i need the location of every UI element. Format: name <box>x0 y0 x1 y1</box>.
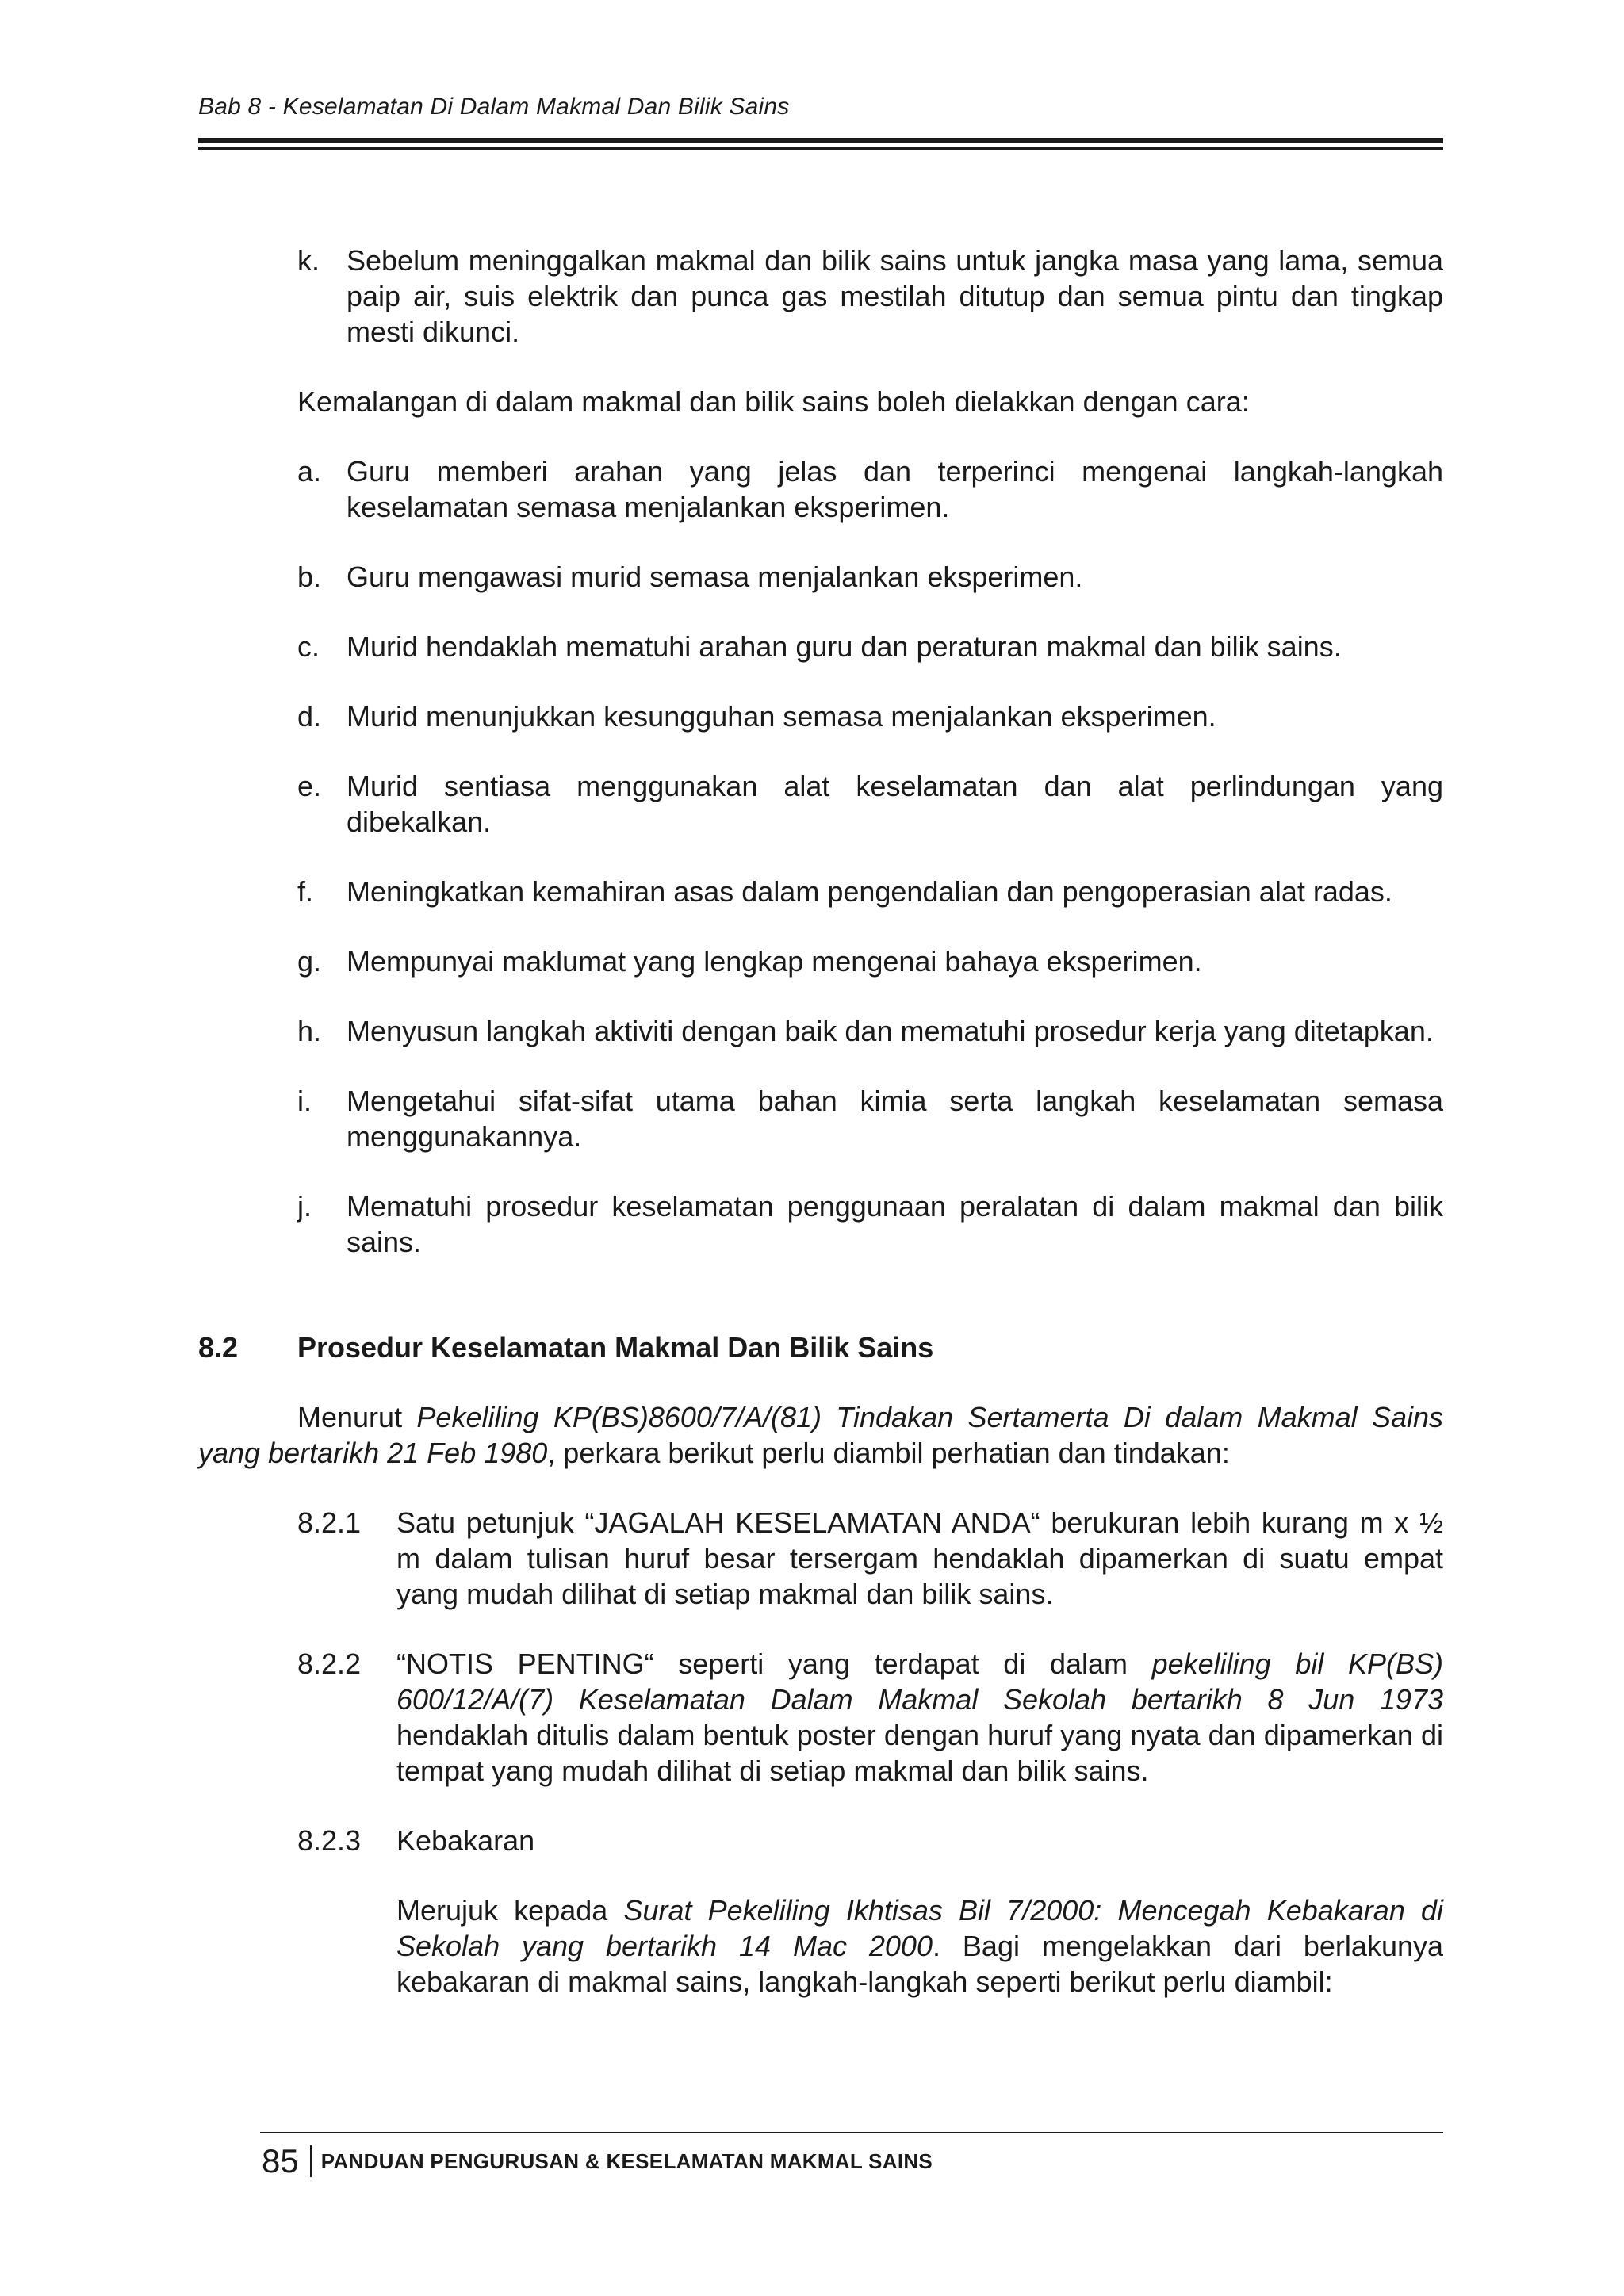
fire-paragraph <box>396 1892 1443 1999</box>
paragraph-text: Menurut <box>297 1401 417 1433</box>
paragraph-text: “NOTIS PENTING“ seperti yang terdapat di dalam <box>396 1647 1152 1680</box>
running-header: Bab 8 - Keselamatan Di Dalam Makmal Dan Bilik Sains <box>198 94 790 120</box>
list-item <box>297 874 1443 909</box>
subsection-number: 8.2.1 <box>297 1506 362 1539</box>
list-item <box>297 629 1443 664</box>
list-item <box>297 1188 1443 1260</box>
subsection-number: 8.2.2 <box>297 1647 362 1680</box>
list-item-text: Murid menunjukkan kesungguhan semasa menjalankan eksperimen. <box>347 700 1216 733</box>
list-marker: k. <box>297 244 320 277</box>
list-item <box>297 768 1443 840</box>
list-item-text: Meningkatkan kemahiran asas dalam pengendalian dan pengoperasian alat radas. <box>347 875 1392 908</box>
list-item <box>297 559 1443 595</box>
header-rule-thick <box>198 138 1443 144</box>
page-number: 85 <box>262 2142 299 2179</box>
footer-rule <box>260 2132 1443 2133</box>
list-marker: d. <box>297 700 322 733</box>
paragraph-text: hendaklah ditulis dalam bentuk poster dengan huruf yang nyata dan dipamerkan di tempat yang mudah dilihat di setiap makmal dan bilik sains. <box>396 1719 1443 1787</box>
paragraph-text: . Bagi mengelakkan dari berlakunya kebakaran di makmal sains, langkah-langkah seperti berikut perlu diambil: <box>396 1930 1444 1998</box>
list-item-text: Mematuhi prosedur keselamatan penggunaan peralatan di dalam makmal dan bilik sains. <box>347 1190 1443 1258</box>
list-marker: h. <box>297 1015 322 1047</box>
footer-document-title: PANDUAN PENGURUSAN & KESELAMATAN MAKMAL SAINS <box>320 2149 933 2173</box>
list-marker: e. <box>297 770 322 802</box>
list-item-k <box>297 243 1443 350</box>
list-item-text: Menyusun langkah aktiviti dengan baik dan mematuhi prosedur kerja yang ditetapkan. <box>347 1015 1434 1047</box>
list-marker: f. <box>297 875 314 908</box>
subsection-8-2-1 <box>297 1505 1443 1612</box>
section-title: Prosedur Keselamatan Makmal Dan Bilik Sains <box>297 1331 934 1364</box>
paragraph-text: Merujuk kepada <box>396 1894 624 1927</box>
subsection-8-2-3 <box>297 1823 1443 1858</box>
page-footer <box>262 2139 933 2183</box>
subsection-text <box>396 1646 1443 1789</box>
section-number: 8.2 <box>198 1331 239 1364</box>
list-item <box>297 943 1443 979</box>
circular-reference: Pekeliling KP(BS)8600/7/A/(81) Tindakan Sertamerta Di dalam Makmal Sains yang bertarikh 21 Feb 1980 <box>198 1401 1443 1469</box>
list-item-text: Mengetahui sifat-sifat utama bahan kimia serta langkah keselamatan semasa menggunakannya. <box>347 1085 1443 1153</box>
list-item-text: Murid sentiasa menggunakan alat keselamatan dan alat perlindungan yang dibekalkan. <box>347 770 1443 838</box>
list-marker: i. <box>297 1085 312 1117</box>
list-item-text: Guru mengawasi murid semasa menjalankan eksperimen. <box>347 561 1083 593</box>
header-rule-thin <box>198 147 1443 150</box>
list-item-text: Guru memberi arahan yang jelas dan terperinci mengenai langkah-langkah keselamatan semasa menjalankan eksperimen. <box>347 455 1443 523</box>
subsection-number: 8.2.3 <box>297 1824 362 1857</box>
footer-separator <box>310 2145 312 2177</box>
paragraph-text: , perkara berikut perlu diambil perhatian dan tindakan: <box>547 1437 1230 1469</box>
page-content <box>198 243 1443 1999</box>
list-item <box>297 698 1443 734</box>
subsection-8-2-2 <box>297 1646 1443 1789</box>
list-marker: b. <box>297 561 322 593</box>
list-item <box>297 453 1443 525</box>
list-marker: g. <box>297 945 322 978</box>
subsection-title: Kebakaran <box>396 1824 535 1857</box>
list-item <box>297 1013 1443 1049</box>
subsection-text: Satu petunjuk “JAGALAH KESELAMATAN ANDA“ berukuran lebih kurang m x ½ m dalam tulisan huruf besar tersergam hendaklah dipamerkan di suatu empat yang mudah dilihat di setiap makmal dan bilik sains. <box>396 1506 1443 1610</box>
list-marker: j. <box>297 1190 312 1223</box>
circular-reference: Surat Pekeliling Ikhtisas Bil 7/2000: Mencegah Kebakaran di Sekolah yang bertarikh 14 Mac 2000 <box>396 1894 1443 1962</box>
list-item-text: Murid hendaklah mematuhi arahan guru dan peraturan makmal dan bilik sains. <box>347 630 1342 663</box>
prevention-list <box>198 453 1443 1260</box>
list-item <box>297 1083 1443 1154</box>
section-intro-paragraph <box>198 1399 1443 1471</box>
list-marker: c. <box>297 630 320 663</box>
list-item-text: Mempunyai maklumat yang lengkap mengenai bahaya eksperimen. <box>347 945 1202 978</box>
prevention-intro: Kemalangan di dalam makmal dan bilik sains boleh dielakkan dengan cara: <box>297 385 1250 418</box>
section-heading <box>198 1330 1443 1365</box>
list-item-text: Sebelum meninggalkan makmal dan bilik sains untuk jangka masa yang lama, semua paip air, suis elektrik dan punca gas mestilah ditutup dan semua pintu dan tingkap mesti dikunci. <box>347 244 1443 348</box>
list-marker: a. <box>297 455 322 488</box>
circular-reference: pekeliling bil KP(BS) 600/12/A/(7) Keselamatan Dalam Makmal Sekolah bertarikh 8 Jun 1973 <box>396 1647 1443 1716</box>
